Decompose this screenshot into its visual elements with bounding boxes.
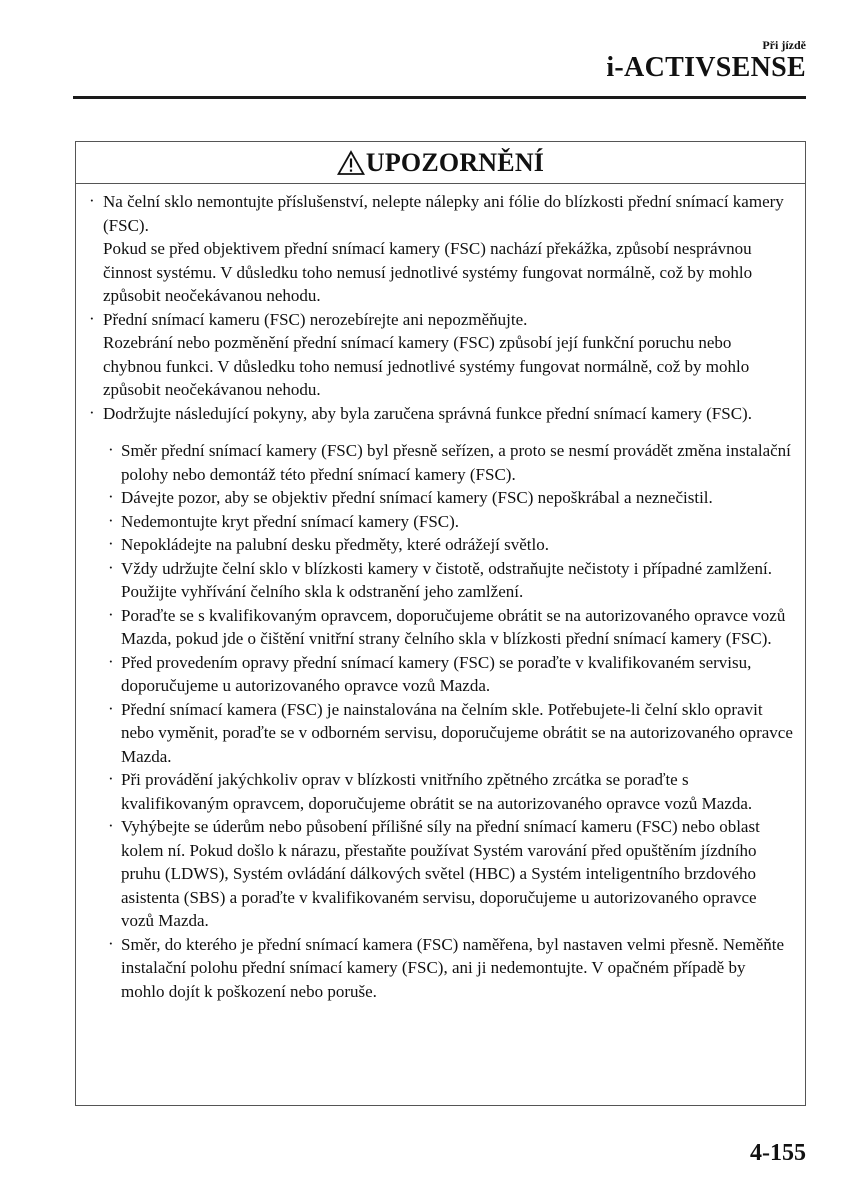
bullet: · <box>108 651 114 671</box>
page-title: i-ACTIVSENSE <box>606 52 806 83</box>
warning-subitem <box>108 533 793 557</box>
bullet: · <box>108 933 114 953</box>
warning-subitem <box>108 698 793 769</box>
warning-subitem-text: Přední snímací kamera (FSC) je nainstalována na čelním skle. Potřebujete-li čelní sklo opravit nebo vyměnit, poraďte se v odborném servisu, doporučujeme obrátit se na autorizovaného opravce Mazda. <box>121 699 793 766</box>
warning-item <box>88 308 793 402</box>
bullet: · <box>108 698 114 718</box>
bullet: · <box>108 534 114 553</box>
warning-subitem <box>108 933 793 1004</box>
warning-box <box>75 141 806 1106</box>
bullet: · <box>108 487 114 506</box>
bullet: · <box>108 816 114 835</box>
bullet: · <box>108 604 114 624</box>
warning-title: UPOZORNĚNÍ <box>365 147 545 177</box>
warning-subitem-text: Vždy udržujte čelní sklo v blízkosti kamery v čistotě, odstraňujte nečistoty i případné zamlžení. Použijte vyhřívání čelního skla k odstranění jeho zamlžení. <box>121 558 773 601</box>
spacer <box>88 425 793 439</box>
warning-subitem-text: Nepokládejte na palubní desku předměty, které odrážejí světlo. <box>121 535 549 554</box>
warning-item <box>88 402 793 426</box>
warning-subitem <box>108 604 793 651</box>
warning-subitem <box>108 510 793 534</box>
bullet: · <box>108 510 114 530</box>
warning-subitem-text: Před provedením opravy přední snímací kamery (FSC) se poraďte v kvalifikovaném servisu, doporučujeme u autorizovaného opravce vozů Mazda. <box>121 652 752 695</box>
warning-subitem <box>108 815 793 933</box>
warning-subitem <box>108 768 793 815</box>
bullet: · <box>89 191 95 210</box>
warning-subitem-text: Dávejte pozor, aby se objektiv přední snímací kamery (FSC) nepoškrábal a neznečistil. <box>121 488 713 507</box>
warning-subitem <box>108 651 793 698</box>
warning-subitem-text: Poraďte se s kvalifikovaným opravcem, doporučujeme obrátit se na autorizovaného opravce vozů Mazda, pokud jde o čištění vnitřní strany čelního skla v blízkosti přední snímací kamery (FSC). <box>121 605 786 648</box>
warning-triangle-icon <box>337 150 365 176</box>
warning-item-text: Dodržujte následující pokyny, aby byla zaručena správná funkce přední snímací kamery (FSC). <box>103 403 752 423</box>
warning-header <box>76 142 805 184</box>
warning-item-text: Přední snímací kameru (FSC) nerozebírejte ani nepozměňujte. Rozebrání nebo pozměnění přední snímací kamery (FSC) způsobí její funkční poruchu nebo chybnou funkci. V důsledku toho nemusí jednotlivé systémy fungovat normálně, což by mohlo způsobit neočekávanou nehodu. <box>103 309 750 399</box>
warning-subitem-text: Směr přední snímací kamery (FSC) byl přesně seřízen, a proto se nesmí provádět změna instalační polohy nebo demontáž této přední snímací kamery (FSC). <box>121 441 791 484</box>
header-rule <box>73 96 806 99</box>
warning-subitem-text: Vyhýbejte se úderům nebo působení přílišné síly na přední snímací kameru (FSC) nebo oblast kolem ní. Pokud došlo k nárazu, přestaňte používat Systém varování před opuštěním jízdního pruhu (LDWS), Systém ovládání dálkových světel (HBC) a Systém inteligentního brzdového asistenta (SBS) a poraďte v kvalifikovaném servisu, doporučujeme u autorizovaného opravce vozů Mazda. <box>121 817 760 930</box>
warning-subitem <box>108 486 793 510</box>
warning-item-text: Na čelní sklo nemontujte příslušenství, nelepte nálepky ani fólie do blízkosti přední snímací kamery (FSC). Pokud se před objektivem přední snímací kamery (FSC) nachází překážka, způsobí nesprávnou činnost systému. V důsledku toho nemusí jednotlivé systémy fungovat normálně, což by mohlo způsobit neočekávanou nehodu. <box>103 192 784 305</box>
bullet: · <box>108 440 114 459</box>
warning-subitem-text: Nedemontujte kryt přední snímací kamery (FSC). <box>121 511 460 531</box>
page-number: 4-155 <box>750 1140 806 1166</box>
running-header-section: Při jízdě <box>762 38 806 52</box>
warning-body <box>76 184 805 1003</box>
warning-item <box>88 190 793 308</box>
warning-subitem <box>108 439 793 486</box>
warning-subitem <box>108 557 793 604</box>
bullet: · <box>108 769 114 788</box>
bullet: · <box>89 402 95 422</box>
bullet: · <box>89 308 95 328</box>
warning-subitem-text: Při provádění jakýchkoliv oprav v blízkosti vnitřního zpětného zrcátka se poraďte s kvalifikovaným opravcem, doporučujeme obrátit se na autorizovaného opravce vozů Mazda. <box>121 770 753 813</box>
bullet: · <box>108 557 114 577</box>
warning-subitem-text: Směr, do kterého je přední snímací kamera (FSC) naměřena, byl nastaven velmi přesně. Neměňte instalační polohu přední snímací kamery (FSC), ani ji nedemontujte. V opačném případě by mohlo dojít k poškození nebo poruše. <box>121 934 785 1001</box>
